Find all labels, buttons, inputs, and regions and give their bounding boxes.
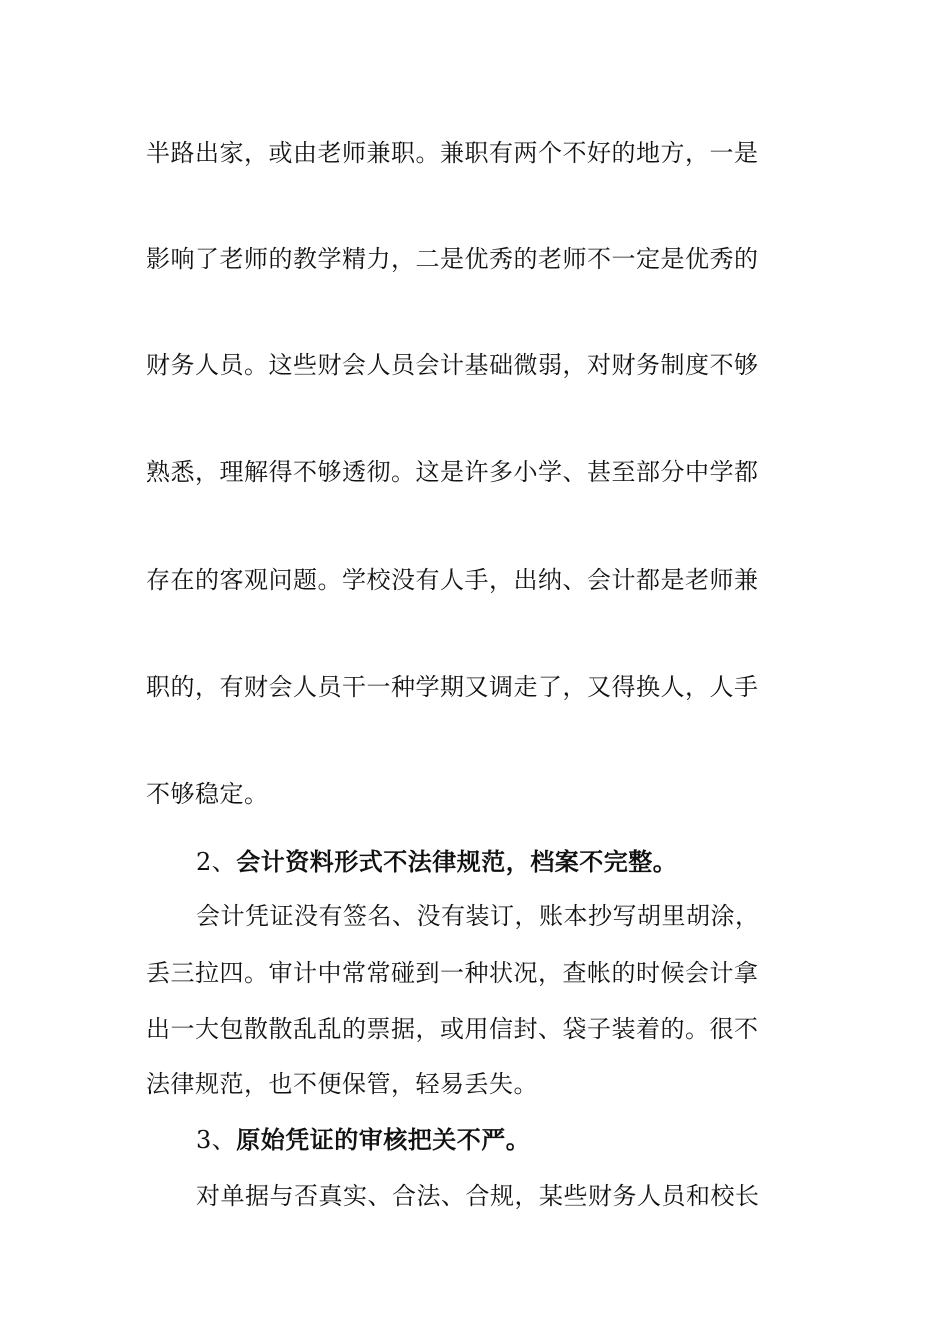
paragraph-line: 不够稳定。 [146,780,269,808]
paragraph-line: 出一大包散散乱乱的票据，或用信封、袋子装着的。很不 [146,1015,759,1043]
heading-text: 会计资料形式不法律规范，档案不完整。 [236,848,678,876]
paragraph-line: 影响了老师的教学精力，二是优秀的老师不一定是优秀的 [146,245,759,273]
paragraph-line: 存在的客观问题。学校没有人手，出纳、会计都是老师兼 [146,566,759,594]
paragraph-line: 熟悉，理解得不够透彻。这是许多小学、甚至部分中学都 [146,458,759,486]
paragraph-line: 半路出家，或由老师兼职。兼职有两个不好的地方，一是 [146,139,759,167]
section-heading-3 [196,1124,866,1156]
paragraph-line: 对单据与否真实、合法、合规，某些财务人员和校长 [196,1182,760,1210]
paragraph-line: 职的，有财会人员干一种学期又调走了，又得换人，人手 [146,673,759,701]
heading-number: 2、 [196,848,237,876]
paragraph-line: 财务人员。这些财会人员会计基础微弱，对财务制度不够 [146,351,759,379]
paragraph-line: 丢三拉四。审计中常常碰到一种状况，查帐的时候会计拿 [146,959,759,987]
heading-text: 原始凭证的审核把关不严。 [236,1126,531,1154]
heading-number: 3、 [196,1126,237,1154]
paragraph-line: 会计凭证没有签名、没有装订，账本抄写胡里胡涂， [196,902,760,930]
section-heading-2 [196,846,866,878]
paragraph-line: 法律规范，也不便保管，轻易丢失。 [146,1070,538,1098]
